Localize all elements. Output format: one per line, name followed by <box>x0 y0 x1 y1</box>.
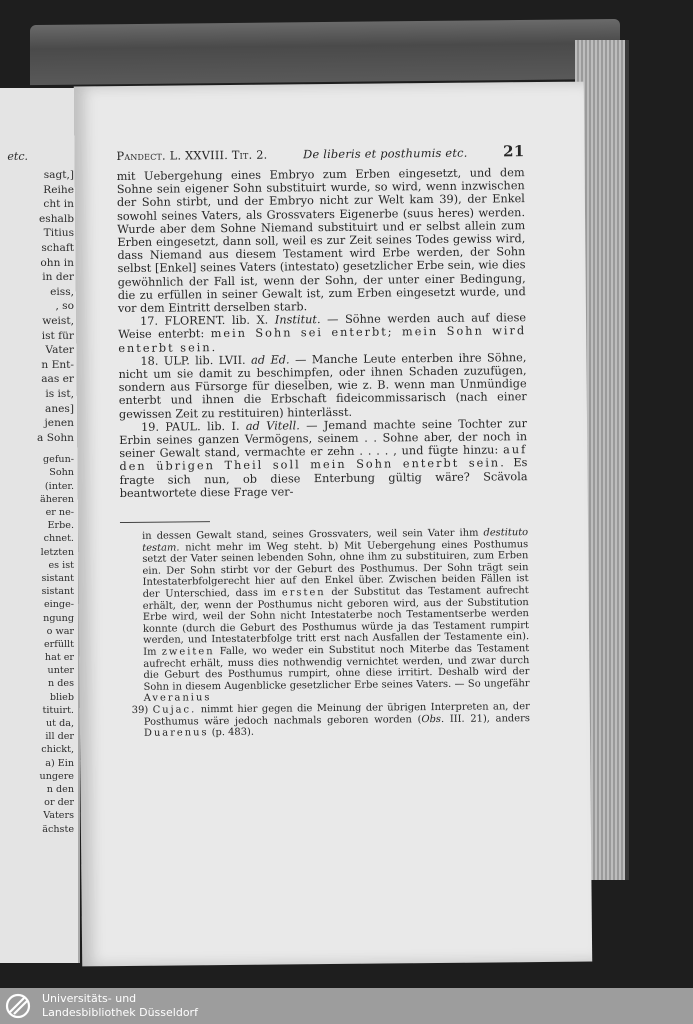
footnote-text: Falle, wo weder ein Substitut noch Miterbe das Testament aufrecht erhält, muss dies nothwendig vernichtet werden, und zwar durch die Geburt des Posthumus rumpirt, ohne diese irritirt. Deshalb wird der Sohn in diesem Augenblicke gesetzlicher Erbe seines Vaters. — So ungefähr <box>143 643 530 693</box>
footnote-text: III. 21), anders <box>444 712 530 725</box>
left-page-line: einge- <box>44 599 74 611</box>
left-page-line: anes] <box>45 402 74 415</box>
left-page-line: ächste <box>42 823 74 835</box>
left-page-line: is ist, <box>45 387 74 400</box>
library-name-line1: Universitäts- und <box>42 992 137 1005</box>
book-top-edge <box>30 19 620 85</box>
left-page-line: chickt, <box>41 744 74 756</box>
footnote-39 <box>132 701 530 740</box>
footnotes <box>120 527 530 740</box>
running-head-title: De liberis et posthumis etc. <box>303 145 468 162</box>
left-page-line: cht in <box>43 198 74 211</box>
law-citation: 17. FLORENT. lib. X. <box>139 313 269 329</box>
left-page-line: eiss, <box>50 285 74 298</box>
left-page-line: ngung <box>43 612 74 624</box>
right-page <box>74 82 592 967</box>
left-page-line: o war <box>46 625 74 637</box>
left-page-line: Reihe <box>43 183 74 196</box>
left-page-line <box>0 445 74 453</box>
spaced-formula: mein Sohn sei enterbt; mein Sohn wird enterbt sein. <box>118 324 527 355</box>
left-page-line: ungere <box>39 770 74 782</box>
paragraph-text: — Manche Leute enterben ihre Söhne, nicht um sie damit zu beschimpfen, oder ihnen Schaden zuzufügen, sondern aus Fürsorge für dieselben, wie z. B. wenn man Unmündige enterbt und ihnen die Erbschaft fideicommissarisch (nach einer gewissen Zeit zu restituiren) hinterlässt. <box>118 350 527 421</box>
page-number: 21 <box>503 142 525 161</box>
left-page-line: eshalb <box>38 212 74 225</box>
left-page-line: a Sohn <box>37 431 74 444</box>
footnote-text: nicht mehr im Weg steht. b) Mit Uebergehung eines Posthumus setzt der Vater seinen lebenden Sohn, ohne ihm zu substituiren, zum Erben ein. Der Sohn stirbt vor der Geburt des Posthumus. Der Sohn trägt sein Intestaterbfolgerecht hier auf den Enkel über. Zwischen beiden Fällen ist der Unterschied, dass im <box>142 538 529 600</box>
footnote-text: nimmt hier gegen die Meinung der übrigen Interpreten an, der Posthumus wäre jedoch nachmals geboren worden ( <box>143 701 530 728</box>
law-citation: 18. ULP. lib. LVII. <box>140 353 246 368</box>
left-page-line: Titius <box>43 227 74 240</box>
footnote-spaced: Averanius <box>143 692 212 705</box>
library-logo-icon <box>4 992 36 1020</box>
spaced-formula: auf den übrigen Theil soll mein Sohn enterbt sein. <box>119 443 528 474</box>
left-page-line: Vater <box>45 344 74 357</box>
left-page-line: ohn in <box>40 256 74 269</box>
law-citation: 19. PAUL. lib. I. <box>140 419 240 434</box>
left-page-line: äheren <box>39 493 74 505</box>
footnote-spaced: ersten <box>281 587 326 599</box>
law-citation-ref: ad Ed. <box>251 353 290 367</box>
footnote-spaced: Cujac. <box>152 704 197 716</box>
left-page-line: unter <box>47 665 74 677</box>
left-page-line: gefun- <box>43 454 74 466</box>
law-citation-ref: Institut. <box>274 313 321 327</box>
footnote-italic: Obs. <box>421 713 445 725</box>
footnote-text: (p. 483). <box>208 726 255 739</box>
left-page-line: a) Ein <box>45 757 74 769</box>
left-page-line: erfüllt <box>44 638 74 650</box>
footnote-text: der Substitut das Testament aufrecht erhält, der, wenn der Posthumus nicht geboren wird, aus der Substitution Erbe wird, weil der Sohn nicht Intestaterbe noch Testamentserbe werden konnte (durch die Geburt des Posthumus würde ja das Testament rumpirt werden, und Intestaterbfolge tritt erst nach Ausfallen der Testamente ein). Im <box>142 585 530 658</box>
left-page-line: , so <box>55 300 74 313</box>
left-page-line: Sohn <box>49 467 74 479</box>
footnote-number: 39) <box>131 704 153 716</box>
left-page-line: sistant <box>41 572 74 584</box>
left-page-line: or der <box>44 797 74 809</box>
left-page-line: jenen <box>44 417 74 430</box>
footnote-italic: destituto testam. <box>142 527 529 554</box>
left-page-line: weist, <box>42 314 74 327</box>
left-page-line: (inter. <box>44 480 74 492</box>
footnote-text: in dessen Gewalt stand, seines Grossvaters, weil sein Vater ihm <box>142 527 484 542</box>
left-page-line: n des <box>48 678 74 690</box>
left-page <box>0 88 80 963</box>
footnote-spaced: zweiten <box>161 646 215 658</box>
library-name-line2: Landesbibliothek Düsseldorf <box>42 1006 198 1019</box>
left-page-line: ill der <box>45 731 74 743</box>
left-page-line: ist für <box>41 329 74 342</box>
paragraph-17 <box>118 311 526 355</box>
left-page-header: etc. <box>7 150 28 163</box>
left-page-line: er ne- <box>45 507 74 519</box>
paragraph-19 <box>119 417 528 500</box>
paragraph-18 <box>118 351 527 421</box>
left-page-line: sagt,] <box>43 169 74 181</box>
left-page-line: sistant <box>41 586 74 598</box>
paragraph-text: — Jemand machte seine Tochter zur Erbin seines ganzen Vermögens, seinem . . Sohne aber, der noch in seiner Gewalt stand, vermachte er zehn . . . . , und fügte hinzu: <box>119 416 528 461</box>
left-page-line: tituirt. <box>42 704 74 716</box>
left-page-line: chnet. <box>43 533 74 545</box>
law-citation-ref: ad Vitell. <box>245 419 300 433</box>
paragraph-text: — Söhne werden auch auf diese Weise enterbt: <box>118 311 527 342</box>
left-page-line: hat er <box>44 652 74 664</box>
left-page-line: Erbe. <box>47 520 74 532</box>
left-page-line: es ist <box>48 559 74 571</box>
paragraph-text: Es fragte sich nun, ob diese Enterbung gültig wäre? Scävola beantwortete diese Frage ver- <box>119 456 528 500</box>
library-name <box>42 992 198 1020</box>
left-page-line: aas er <box>41 373 74 386</box>
left-page-line: n den <box>46 783 74 795</box>
body-text <box>117 166 528 500</box>
paragraph-continuation: mit Uebergehung eines Embryo zum Erben eingesetzt, und dem Sohne sein eigener Sohn substituirt wurde, so wird, wenn inzwischen der Sohn stirbt, und der Embryo nicht zur Welt kam 39), der Enkel sowohl seines Vaters, als Grossvaters Eigenerbe (suus heres) werden. Wurde aber dem Sohne Niemand substituirt und er selbst allein zum Erben eingesetzt, dann soll, weil es zur Zeit seines Todes gewiss wird, dass Niemand aus diesem Testament wird Erbe werden, der Sohn selbst [Enkel] seines Vaters (intestato) gesetzlicher Erbe sein, wie dies gewöhnlich der Fall ist, wenn der Sohn, der unter einer Bedingung, die zu erfüllen in seiner Gewalt ist, zum Erben eingesetzt wurde, und vor dem Eintritt derselben starb. <box>116 166 526 316</box>
running-head-left: Pandect. L. XXVIII. Tit. 2. <box>116 147 268 164</box>
running-head <box>116 142 524 164</box>
footnote-spaced: Duarenus <box>143 727 209 739</box>
left-page-line: blieb <box>49 691 74 703</box>
footnote-rule <box>120 521 210 523</box>
footnote-continuation <box>142 527 530 705</box>
library-footer <box>0 988 693 1024</box>
left-page-line: Vaters <box>43 810 74 822</box>
left-page-lines <box>0 168 74 836</box>
left-page-line: ut da, <box>46 718 74 730</box>
left-page-line: in der <box>42 271 74 284</box>
left-page-line: n Ent- <box>41 358 74 371</box>
left-page-line: schaft <box>41 241 74 254</box>
left-page-line: letzten <box>40 546 74 558</box>
